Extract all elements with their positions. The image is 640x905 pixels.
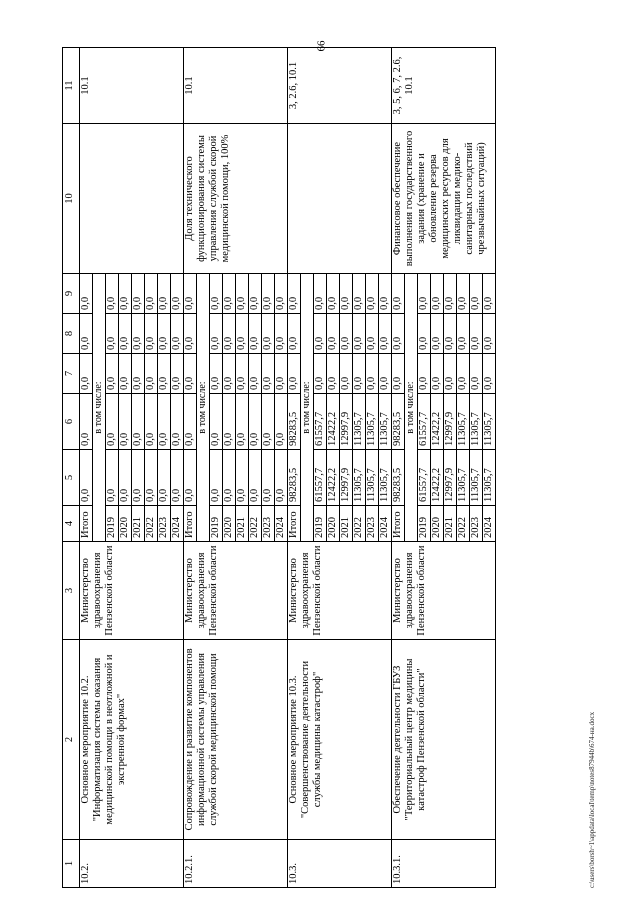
row-number: 10.3.1. [392,840,496,888]
year-cell: 2019 [314,506,327,542]
year-cell: 2023 [262,506,275,542]
value-cell: 0,0 [119,354,132,394]
value-cell: 0,0 [444,274,457,314]
column-header-2: 2 [63,640,80,840]
value-cell: 0,0 [249,314,262,354]
value-cell: 0,0 [392,274,405,314]
reference: 3, 2.6, 10.1 [288,48,392,124]
reference: 3, 5, 6, 7, 2.6, 10.1 [392,48,496,124]
value-cell: 0,0 [470,274,483,314]
value-cell: 0,0 [340,354,353,394]
value-cell: 0,0 [106,394,119,450]
value-cell: 0,0 [444,314,457,354]
value-cell: 0,0 [184,274,197,314]
value-cell: 0,0 [106,450,119,506]
value-cell: 11305,7 [366,450,379,506]
value-cell: 0,0 [327,354,340,394]
value-cell: 0,0 [392,354,405,394]
row-number: 10.2.1. [184,840,288,888]
value-cell: 11305,7 [457,394,470,450]
value-cell: 0,0 [275,314,288,354]
value-cell: 0,0 [80,274,93,314]
table-row [392,48,405,888]
value-cell: 61557,7 [314,450,327,506]
value-cell: 0,0 [457,354,470,394]
value-cell: 11305,7 [470,450,483,506]
value-cell: 0,0 [210,450,223,506]
value-cell: 0,0 [262,274,275,314]
value-cell: 11305,7 [353,450,366,506]
value-cell: 0,0 [366,354,379,394]
column-header-11: 11 [63,48,80,124]
value-cell: 0,0 [366,274,379,314]
value-cell: 0,0 [80,394,93,450]
value-cell: 0,0 [379,274,392,314]
value-cell: 12997,9 [340,450,353,506]
year-cell: 2019 [106,506,119,542]
value-cell: 0,0 [223,394,236,450]
year-cell: 2019 [210,506,223,542]
value-cell: 0,0 [210,354,223,394]
file-path: c:\users\borsh~1\appdata\local\temp\notes87944b\674-на.docx [588,711,596,888]
row-number: 10.2. [80,840,184,888]
budget-table [62,47,496,888]
value-cell: 0,0 [145,274,158,314]
value-cell: 0,0 [236,394,249,450]
value-cell: 0,0 [119,450,132,506]
value-cell: 0,0 [132,450,145,506]
executor: Министерство здравоохранения Пензенской области [80,542,184,640]
value-cell: 0,0 [158,394,171,450]
in-total-label: в том числе: [93,274,106,542]
column-header-6: 6 [63,394,80,450]
value-cell: 98283,5 [392,450,405,506]
value-cell: 0,0 [288,314,301,354]
value-cell: 0,0 [483,314,496,354]
value-cell: 0,0 [327,274,340,314]
value-cell: 0,0 [262,450,275,506]
value-cell: 12422,2 [431,450,444,506]
table-row [80,48,93,888]
year-cell: 2022 [145,506,158,542]
value-cell: 0,0 [262,354,275,394]
value-cell: 11305,7 [353,394,366,450]
column-header-4: 4 [63,506,80,542]
year-cell: 2024 [171,506,184,542]
value-cell: 11305,7 [379,394,392,450]
value-cell: 0,0 [132,314,145,354]
value-cell: 0,0 [483,354,496,394]
value-cell: 0,0 [210,314,223,354]
table-body [80,48,496,888]
value-cell: 98283,5 [288,394,301,450]
value-cell: 0,0 [119,274,132,314]
value-cell: 0,0 [145,354,158,394]
measure-name: Сопровождение и развитие компонентов информационной системы управления службой скорой медицинской помощи [184,640,288,840]
year-cell: 2022 [353,506,366,542]
year-cell: 2024 [483,506,496,542]
value-cell: 0,0 [184,354,197,394]
value-cell: 0,0 [158,354,171,394]
value-cell: 0,0 [392,314,405,354]
table-row [184,48,197,888]
year-cell: Итого [288,506,301,542]
reference: 10.1 [184,48,288,124]
value-cell: 0,0 [249,354,262,394]
indicator [80,124,184,274]
executor: Министерство здравоохранения Пензенской области [288,542,392,640]
row-number: 10.3. [288,840,392,888]
value-cell: 0,0 [132,354,145,394]
year-cell: 2020 [431,506,444,542]
value-cell: 0,0 [210,394,223,450]
value-cell: 12997,9 [340,394,353,450]
value-cell: 12422,2 [431,394,444,450]
column-header-10: 10 [63,124,80,274]
value-cell: 0,0 [418,354,431,394]
value-cell: 0,0 [210,274,223,314]
value-cell: 0,0 [262,314,275,354]
column-header-8: 8 [63,314,80,354]
value-cell: 0,0 [353,274,366,314]
value-cell: 0,0 [379,314,392,354]
value-cell: 0,0 [145,394,158,450]
value-cell: 11305,7 [470,394,483,450]
value-cell: 0,0 [314,354,327,394]
year-cell: 2023 [158,506,171,542]
value-cell: 0,0 [470,354,483,394]
value-cell: 11305,7 [483,450,496,506]
value-cell: 0,0 [262,394,275,450]
value-cell: 0,0 [236,314,249,354]
value-cell: 0,0 [431,314,444,354]
year-cell: 2021 [236,506,249,542]
value-cell: 0,0 [340,314,353,354]
value-cell: 61557,7 [314,394,327,450]
value-cell: 0,0 [106,314,119,354]
year-cell: 2020 [327,506,340,542]
value-cell: 98283,5 [392,394,405,450]
value-cell: 0,0 [223,314,236,354]
year-cell: Итого [392,506,405,542]
year-cell: 2021 [444,506,457,542]
value-cell: 12422,2 [327,394,340,450]
year-cell: 2023 [366,506,379,542]
value-cell: 0,0 [275,274,288,314]
measure-name: Основное мероприятие 10.3. "Совершенствование деятельности службы медицины катастроф" [288,640,392,840]
value-cell: 0,0 [158,314,171,354]
measure-name: Основное мероприятие 10.2. "Информатизация системы оказания медицинской помощи в неотложной и экстренной формах" [80,640,184,840]
year-cell: 2022 [249,506,262,542]
value-cell: 0,0 [353,314,366,354]
value-cell: 0,0 [106,354,119,394]
value-cell: 0,0 [249,450,262,506]
rotated-table-container [62,48,602,888]
in-total-label: в том числе: [301,274,314,542]
value-cell: 0,0 [327,314,340,354]
value-cell: 0,0 [288,274,301,314]
year-cell: 2023 [470,506,483,542]
value-cell: 0,0 [470,314,483,354]
value-cell: 0,0 [444,354,457,394]
value-cell: 61557,7 [418,450,431,506]
indicator: Финансовое обеспечение выполнения государственного задания (хранение и обновление резерва медицинских ресурсов для ликвидации медико-санитарных последствий чрезвычайных ситуаций) [392,124,496,274]
value-cell: 0,0 [80,450,93,506]
value-cell: 0,0 [418,314,431,354]
value-cell: 0,0 [171,394,184,450]
value-cell: 0,0 [145,314,158,354]
value-cell: 0,0 [431,274,444,314]
value-cell: 0,0 [236,274,249,314]
value-cell: 0,0 [275,450,288,506]
value-cell: 0,0 [236,450,249,506]
value-cell: 0,0 [119,394,132,450]
value-cell: 0,0 [457,314,470,354]
in-total-label: в том числе: [197,274,210,542]
value-cell: 0,0 [184,314,197,354]
value-cell: 12997,9 [444,394,457,450]
year-cell: 2021 [132,506,145,542]
year-cell: 2019 [418,506,431,542]
year-cell: Итого [80,506,93,542]
value-cell: 0,0 [223,450,236,506]
value-cell: 0,0 [275,394,288,450]
year-cell: 2020 [223,506,236,542]
value-cell: 0,0 [249,394,262,450]
executor: Министерство здравоохранения Пензенской области [392,542,496,640]
value-cell: 0,0 [340,274,353,314]
value-cell: 0,0 [379,354,392,394]
page-number: 66 [315,40,328,52]
column-header-9: 9 [63,274,80,314]
value-cell: 0,0 [483,274,496,314]
value-cell: 0,0 [223,354,236,394]
value-cell: 0,0 [353,354,366,394]
executor: Министерство здравоохранения Пензенской области [184,542,288,640]
reference: 10.1 [80,48,184,124]
value-cell: 0,0 [457,274,470,314]
value-cell: 0,0 [223,274,236,314]
value-cell: 0,0 [158,274,171,314]
value-cell: 0,0 [314,274,327,314]
value-cell: 12422,2 [327,450,340,506]
value-cell: 0,0 [249,274,262,314]
value-cell: 0,0 [132,274,145,314]
value-cell: 11305,7 [366,394,379,450]
column-header-3: 3 [63,542,80,640]
value-cell: 0,0 [418,274,431,314]
value-cell: 0,0 [275,354,288,394]
header-row [63,48,80,888]
column-header-5: 5 [63,450,80,506]
year-cell: 2024 [379,506,392,542]
value-cell: 0,0 [80,314,93,354]
value-cell: 0,0 [106,274,119,314]
value-cell: 98283,5 [288,450,301,506]
value-cell: 0,0 [171,314,184,354]
value-cell: 0,0 [158,450,171,506]
value-cell: 0,0 [171,274,184,314]
value-cell: 0,0 [366,314,379,354]
year-cell: 2020 [119,506,132,542]
value-cell: 0,0 [171,354,184,394]
value-cell: 0,0 [288,354,301,394]
value-cell: 12997,9 [444,450,457,506]
value-cell: 0,0 [119,314,132,354]
table-row [288,48,301,888]
value-cell: 0,0 [80,354,93,394]
indicator: Доля технического функционирования системы управления службой скорой медицинской помощи, 100% [184,124,288,274]
value-cell: 0,0 [314,314,327,354]
column-header-1: 1 [63,840,80,888]
year-cell: 2024 [275,506,288,542]
value-cell: 0,0 [184,394,197,450]
year-cell: 2021 [340,506,353,542]
in-total-label: в том числе: [405,274,418,542]
value-cell: 0,0 [145,450,158,506]
value-cell: 0,0 [184,450,197,506]
value-cell: 61557,7 [418,394,431,450]
value-cell: 0,0 [236,354,249,394]
year-cell: Итого [184,506,197,542]
value-cell: 11305,7 [457,450,470,506]
value-cell: 0,0 [171,450,184,506]
column-header-7: 7 [63,354,80,394]
value-cell: 11305,7 [483,394,496,450]
measure-name: Обеспечение деятельности ГБУЗ "Территориальный центр медицины катастроф Пензенской области" [392,640,496,840]
year-cell: 2022 [457,506,470,542]
value-cell: 0,0 [132,394,145,450]
value-cell: 11305,7 [379,450,392,506]
indicator [288,124,392,274]
value-cell: 0,0 [431,354,444,394]
